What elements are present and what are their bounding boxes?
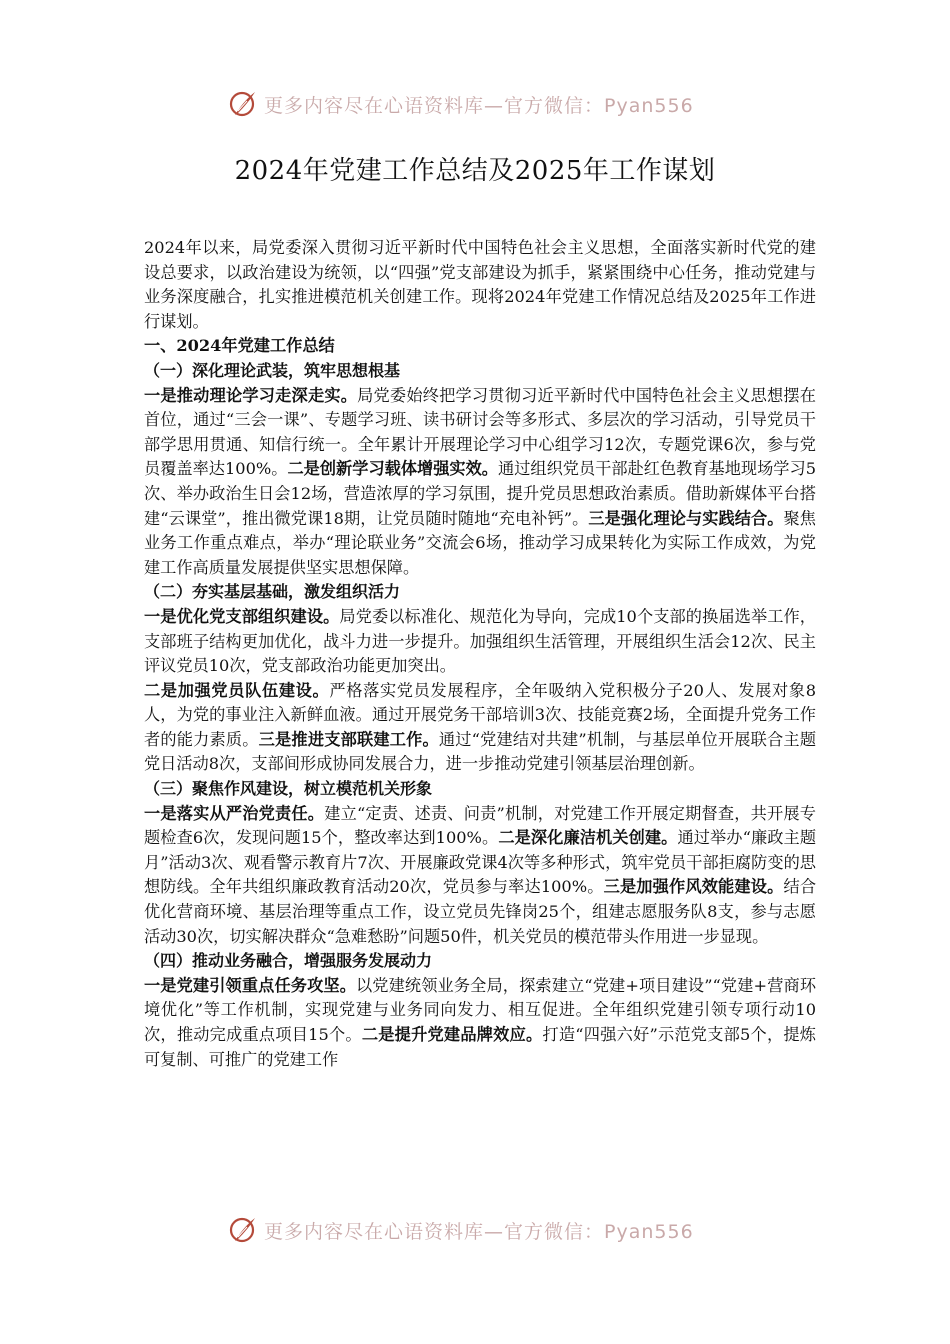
subsection-heading: （三）聚焦作风建设，树立模范机关形象 [144,779,433,799]
quill-logo-icon [228,89,258,119]
body-text: 打造“四强六好”示范党支部5个，提炼可复制、可推广的党建工作 [144,1025,816,1069]
lead-phrase: 一是推动理论学习走深走实。 [144,385,358,405]
quill-logo-icon [228,1215,258,1245]
body-text: 建立“定责、述责、问责”机制，对党建工作开展定期督查，共开展专题检查6次，发现问题15个，整改率达到100%。 [144,803,816,848]
document-title: 2024年党建工作总结及2025年工作谋划 [234,156,716,186]
subsection-heading: （四）推动业务融合，增强服务发展动力 [144,951,433,971]
intro-paragraph: 2024年以来，局党委深入贯彻习近平新时代中国特色社会主义思想，全面落实新时代党的建设总要求，以政治建设为统领，以“四强”党支部建设为抓手，紧紧围绕中心任务，推动党建与业务深度融合，扎实推进模范机关创建工作。现将2024年党建工作情况总结及2025年工作进行谋划。 [144,238,816,331]
lead-phrase: 一是优化党支部组织建设。 [144,606,340,626]
body-paragraph [144,974,816,1072]
body-paragraph [144,384,816,581]
subsection-heading: （二）夯实基层基础，激发组织活力 [144,582,401,602]
lead-phrase: 二是创新学习载体增强实效。 [287,459,498,479]
body-text: 局党委以标准化、规范化为导向，完成10个支部的换届选举工作，支部班子结构更加优化，战斗力进一步提升。加强组织生活管理，开展组织生活会12次、民主评议党员10次，党支部政治功能更加突出。 [144,606,816,676]
footer-banner [228,1212,728,1248]
body-text: 局党委始终把学习贯彻习近平新时代中国特色社会主义思想摆在首位，通过“三会一课”、专题学习班、读书研讨会等多形式、多层次的学习活动，引导党员干部学思用贯通、知信行统一。全年累计开展理论学习中心组学习12次，专题党课6次，参与党员覆盖率达100%。 [144,385,816,479]
lead-phrase: 二是提升党建品牌效应。 [361,1025,543,1044]
body-paragraph [144,802,816,950]
banner-text: 更多内容尽在心语资料库—官方微信：Pyan556 [264,94,694,117]
lead-phrase: 一是落实从严治党责任。 [144,803,325,823]
body-text: 通过“党建结对共建”机制，与基层单位开展联合主题党日活动8次，支部间形成协同发展合力，进一步推动党建引领基层治理创新。 [144,729,817,774]
body-text: 以党建统领业务全局，探索建立“党建+项目建设”“党建+营商环境优化”等工作机制，实现党建与业务同向发力、相互促进。全年组织党建引领专项行动10次，推动完成重点项目15个。 [144,975,817,1044]
header-banner [228,86,728,122]
lead-phrase: 三是加强作风效能建设。 [603,877,784,897]
document-body [144,236,816,1072]
body-text: 通过组织党员干部赴红色教育基地现场学习5次、举办政治生日会12场，营造浓厚的学习氛围，提升党员思想政治素质。借助新媒体平台搭建“云课堂”，推出微党课18期，让党员随时随地“充电补钙”。 [144,459,816,528]
body-text: 通过举办“廉政主题月”活动3次、观看警示教育片7次、开展廉政党课4次等多种形式，筑牢党员干部拒腐防变的思想防线。全年共组织廉政教育活动20次，党员参与率达100%。 [144,828,817,897]
body-paragraph [144,679,816,777]
section-heading: 一、2024年党建工作总结 [144,336,335,356]
body-text: 结合优化营商环境、基层治理等重点工作，设立党员先锋岗25个，组建志愿服务队8支，参与志愿活动30次，切实解决群众“急难愁盼”问题50件，机关党员的模范带头作用进一步显现。 [144,877,817,946]
lead-phrase: 二是加强党员队伍建设。 [144,680,330,700]
subsection-heading: （一）深化理论武装，筑牢思想根基 [144,360,401,380]
body-text: 严格落实党员发展程序，全年吸纳入党积极分子20人、发展对象8人，为党的事业注入新鲜血液。通过开展党务干部培训3次、技能竞赛2场，全面提升党务工作者的能力素质。 [144,680,816,749]
body-text: 聚焦业务工作重点难点，举办“理论联业务”交流会6场，推动学习成果转化为实际工作成效，为党建工作高质量发展提供坚实思想保障。 [144,508,816,577]
banner-text: 更多内容尽在心语资料库—官方微信：Pyan556 [264,1220,694,1243]
body-paragraph [144,605,816,679]
lead-phrase: 二是深化廉洁机关创建。 [498,828,678,848]
lead-phrase: 三是强化理论与实践结合。 [588,508,784,528]
lead-phrase: 一是党建引领重点任务攻坚。 [144,975,356,995]
lead-phrase: 三是推进支部联建工作。 [258,729,439,749]
